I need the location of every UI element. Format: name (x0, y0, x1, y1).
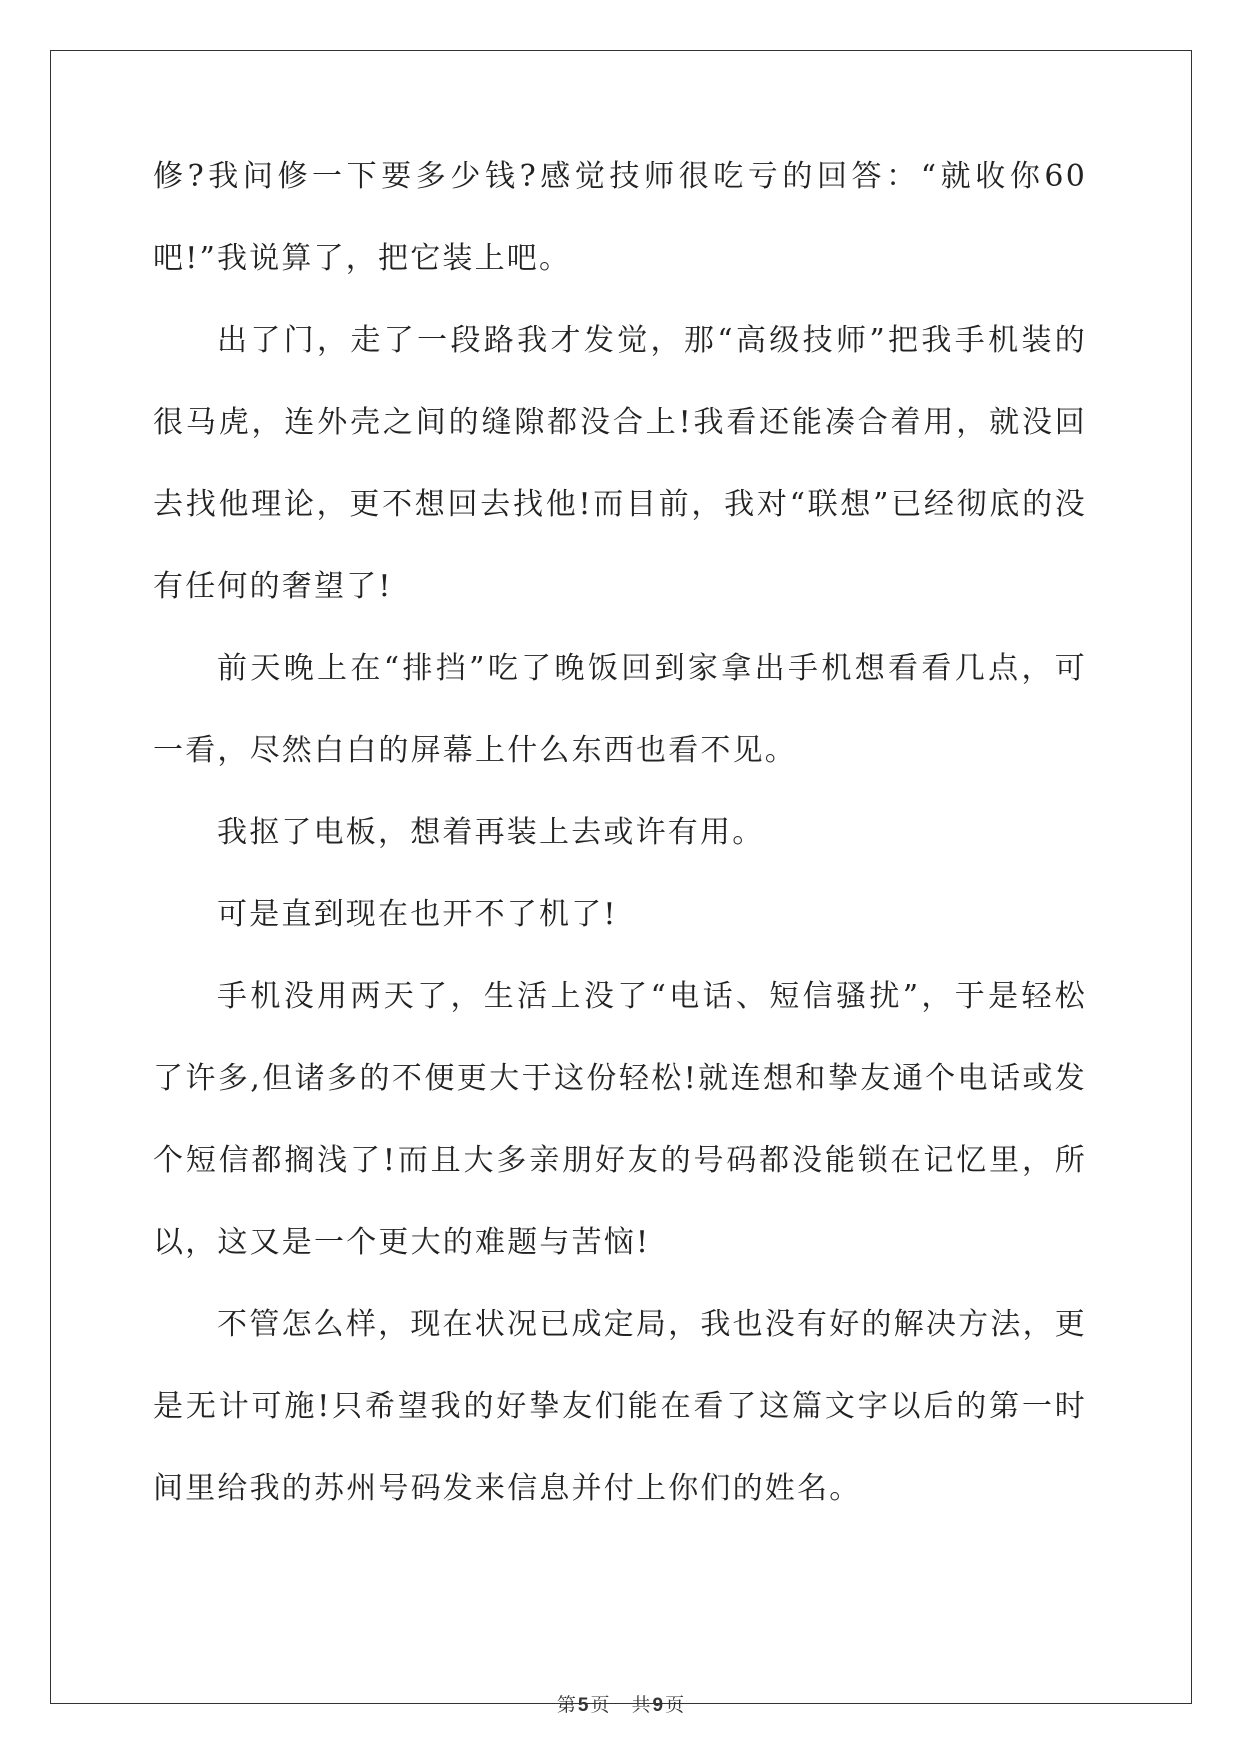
page-prefix: 第 (556, 1694, 576, 1716)
total-pages: 9 (652, 1695, 664, 1716)
paragraph-1: 修?我问修一下要多少钱?感觉技师很吃亏的回答：“就收你60吧!”我说算了，把它装上吧。 (153, 159, 1087, 276)
total-suffix: 页 (665, 1694, 685, 1716)
paragraph-6: 手机没用两天了，生活上没了“电话、短信骚扰”，于是轻松了许多,但诸多的不便更大于这份轻松!就连想和挚友通个电话或发个短信都搁浅了!而且大多亲朋好友的号码都没能锁在记忆里，所以，这又是一个更大的难题与苦恼! (153, 979, 1087, 1260)
page-suffix: 页 (590, 1694, 610, 1716)
total-prefix: 共 (631, 1694, 651, 1716)
paragraph-3: 前天晚上在“排挡”吃了晚饭回到家拿出手机想看看几点，可一看，尽然白白的屏幕上什么东西也看不见。 (153, 651, 1087, 768)
page-footer (0, 1690, 1241, 1717)
document-body (153, 136, 1087, 1530)
paragraph-2: 出了门，走了一段路我才发觉，那“高级技师”把我手机装的很马虎，连外壳之间的缝隙都没合上!我看还能凑合着用，就没回去找他理论，更不想回去找他!而目前，我对“联想”已经彻底的没有任何的奢望了! (153, 323, 1087, 604)
paragraph-4: 我抠了电板，想着再装上去或许有用。 (217, 815, 765, 850)
paragraph-5: 可是直到现在也开不了机了! (217, 897, 618, 932)
paragraph-7: 不管怎么样，现在状况已成定局，我也没有好的解决方法，更是无计可施!只希望我的好挚友们能在看了这篇文字以后的第一时间里给我的苏州号码发来信息并付上你们的姓名。 (153, 1307, 1087, 1506)
page-number: 5 (577, 1695, 589, 1716)
